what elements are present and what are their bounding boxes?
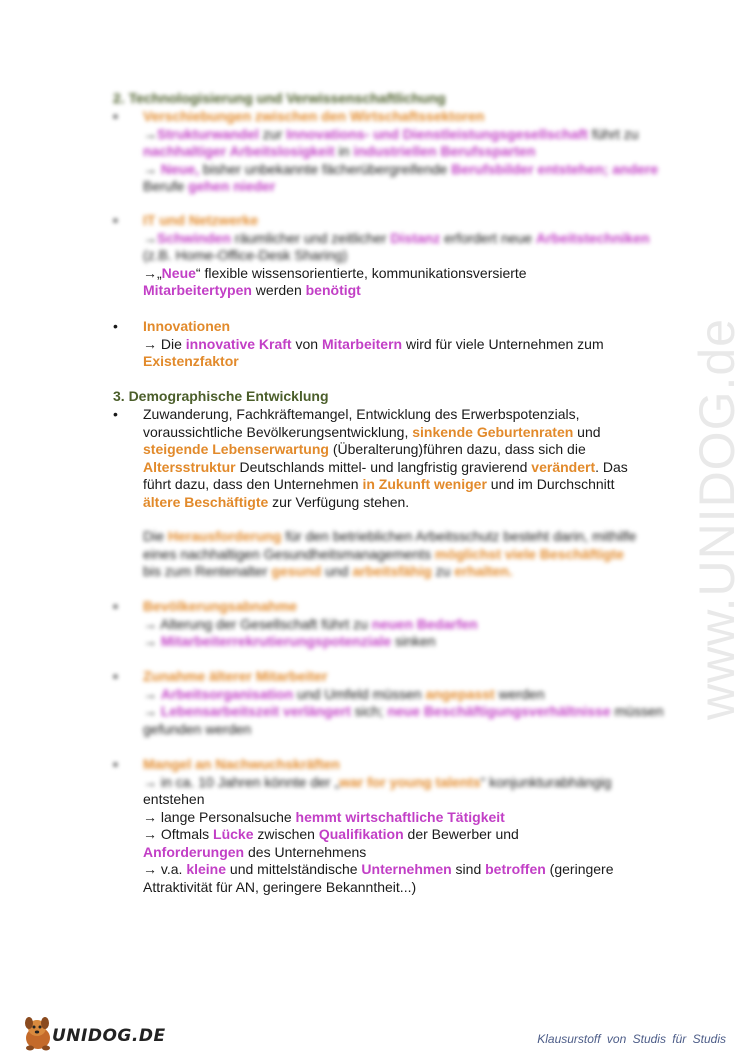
text-line: → Alterung der Gesellschaft führt zu neuen Bedarfen bbox=[143, 615, 478, 632]
bullet-marker: • bbox=[113, 598, 118, 614]
text-line: →Strukturwandel zur Innovations- und Dienstleistungsgesellschaft führt zu nachhaltiger Arbeitslosigkeit in industriellen Berufssparten bbox=[143, 125, 639, 159]
section-2-heading: 2. Technologisierung und Verwissenschaftlichung bbox=[113, 90, 446, 106]
bullet-title: Innovationen bbox=[143, 318, 231, 334]
dog-mascot-icon bbox=[20, 1014, 56, 1052]
bullet-marker: • bbox=[113, 756, 118, 772]
text-line: Existenzfaktor bbox=[143, 353, 239, 369]
text-line: Mitarbeitertypen werden benötigt bbox=[143, 282, 361, 298]
text-line: → Mitarbeiterrekrutierungspotenziale sinken bbox=[143, 633, 436, 649]
text-line: → v.a. kleine und mittelständische Unternehmen sind betroffen (geringere Attraktivität für AN, geringere Bekanntheit...) bbox=[143, 861, 614, 895]
text-line: →„Neue“ flexible wissensorientierte, kommunikationsversierte bbox=[143, 264, 527, 281]
paragraph-herausforderung: Die Herausforderung für den betrieblichen Arbeitsschutz besteht darin, mithilfe eines nachhaltigen Gesundheitsmanagements möglichst viele Beschäftigte bis zum Rentenalter gesund und arbeitsfähig zu erhalten. bbox=[143, 528, 637, 579]
text-line: → Oftmals Lücke zwischen Qualifikation der Bewerber und bbox=[143, 826, 519, 842]
bullet-marker: • bbox=[113, 318, 118, 334]
bullet-it-netzwerke bbox=[113, 212, 673, 300]
bullet-demographie bbox=[113, 406, 673, 511]
paragraph-demographie: Zuwanderung, Fachkräftemangel, Entwicklung des Erwerbspotenzials, voraussichtliche Bevölkerungsentwicklung, sinkende Geburtenraten und steigende Lebenserwartung (Überalterung)führen dazu, dass sich die Altersstruktur Deutschlands mittel- und langfristig gravierend verändert. Das führt dazu, dass den Unternehmen in Zukunft weniger und im Durchschnitt ältere Beschäftigte zur Verfügung stehen. bbox=[143, 406, 628, 510]
text-line: → in ca. 10 Jahren könnte der „war for young talents“ konjunkturabhängig bbox=[143, 773, 612, 790]
unidog-logo bbox=[20, 1014, 166, 1052]
bullet-title: IT und Netzwerke bbox=[143, 212, 259, 228]
watermark: www.UNIDOG.de bbox=[689, 318, 745, 720]
bullet-marker: • bbox=[113, 406, 118, 422]
bullet-verschiebungen bbox=[113, 108, 673, 196]
text-line: → Neue, bisher unbekannte fächerübergreifende Berufsbilder entstehen; andere Berufe gehen nieder bbox=[143, 160, 659, 194]
bullet-title: Mangel an Nachwuchskräften bbox=[143, 756, 340, 772]
text-line: →Schwinden räumlicher und zeitlicher Distanz erfordert neue Arbeitstechniken (z.B. Home-Office-Desk Sharing) bbox=[143, 229, 650, 263]
bullet-marker: • bbox=[113, 108, 118, 124]
text-line: → Lebensarbeitszeit verlängert sich; neue Beschäftigungsverhältnisse müssen gefunden werden bbox=[143, 703, 664, 737]
blurred-lines bbox=[143, 756, 673, 791]
bullet-aeltere-mitarbeiter bbox=[113, 668, 673, 738]
bullet-marker: • bbox=[113, 212, 118, 228]
text-line: entstehen bbox=[143, 791, 205, 807]
bullet-title: Bevölkerungsabnahme bbox=[143, 598, 298, 614]
text-line: → lange Personalsuche hemmt wirtschaftliche Tätigkeit bbox=[143, 808, 505, 825]
bullet-bevoelkerungsabnahme bbox=[113, 598, 673, 651]
blurred-lines bbox=[143, 212, 673, 265]
text-line: → Die innovative Kraft von Mitarbeitern wird für viele Unternehmen zum bbox=[143, 335, 604, 352]
footer-slogan: Klausurstoff von Studis für Studis bbox=[537, 1032, 726, 1046]
bullet-innovationen bbox=[113, 318, 673, 371]
logo-text: UNIDOG.DE bbox=[52, 1026, 166, 1046]
bullet-title: Zunahme älterer Mitarbeiter bbox=[143, 668, 328, 684]
text-line: → Arbeitsorganisation und Umfeld müssen angepasst werden bbox=[143, 685, 545, 702]
bullet-nachwuchskraefte bbox=[113, 756, 673, 896]
bullet-title: Verschiebungen zwischen den Wirtschaftssektoren bbox=[143, 108, 485, 124]
bullet-marker: • bbox=[113, 668, 118, 684]
section-3-heading: 3. Demographische Entwicklung bbox=[113, 388, 329, 404]
text-line: Anforderungen des Unternehmens bbox=[143, 843, 367, 860]
